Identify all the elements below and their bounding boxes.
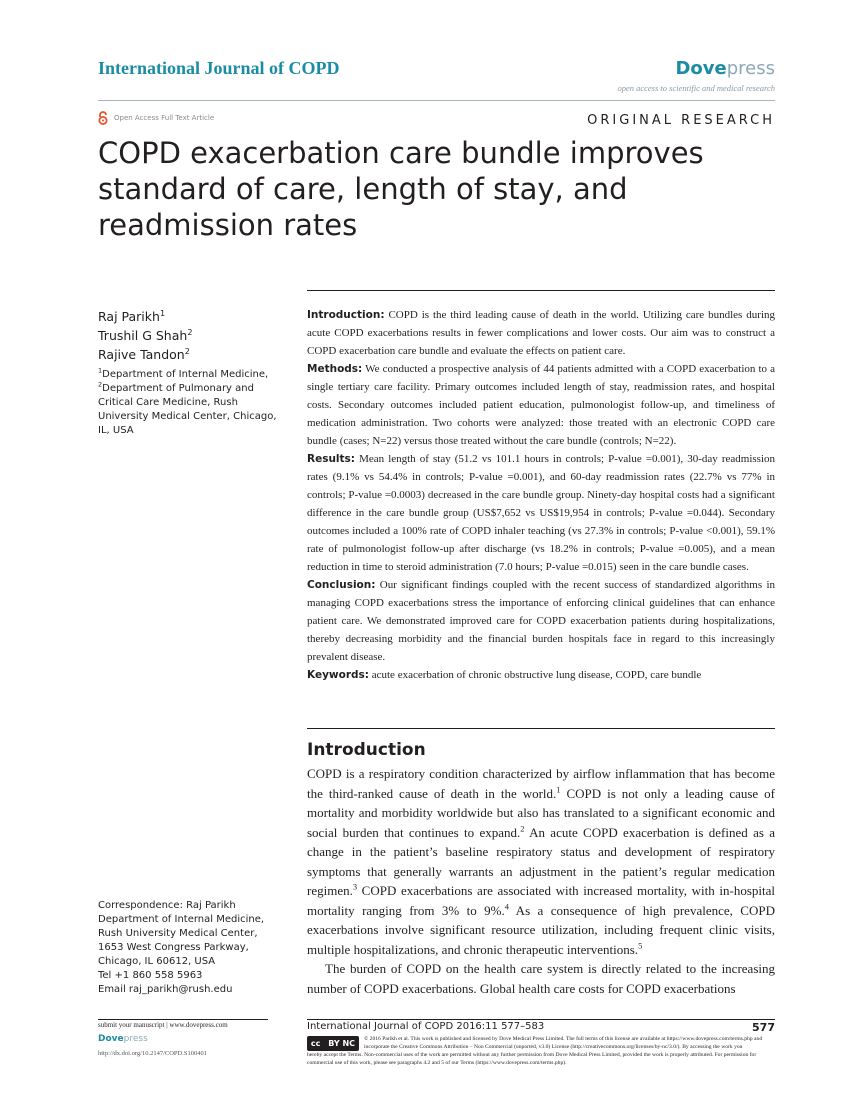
author <box>98 307 193 326</box>
correspondence-email[interactable]: Email raj_parikh@rush.edu <box>98 984 233 995</box>
header-divider <box>98 100 775 101</box>
paragraph <box>307 764 775 959</box>
license-text-continued: hereby accept the Terms. Non-commercial uses of the work are permitted without any further permission from Dove Medical Press Limited, provided the work is properly attributed. For permission for commercial use of this work, please see paragraphs 4.2 and 5 of our Terms (https://www.dovepress.com/terms.php). <box>307 1052 757 1066</box>
introduction-body <box>307 764 775 998</box>
citation-ref[interactable]: 3 <box>352 881 358 892</box>
text-run: An acute COPD exacerbation is defined as a change in the patient’s baseline respiratory status and development of respiratory symptoms that generally warrants an adjustment in the patient’s regular medication regimen. <box>307 824 775 898</box>
article-type: ORIGINAL RESEARCH <box>587 113 775 128</box>
citation-ref[interactable]: 4 <box>504 901 509 912</box>
journal-name: International Journal of COPD <box>98 58 340 78</box>
article-title: COPD exacerbation care bundle improves standard of care, length of stay, and readmission rates <box>98 136 704 242</box>
abstract-label: Methods: <box>307 363 363 375</box>
text-run: COPD is not only a leading cause of mortality and morbidity worldwide but also has translated to a significant economic and social burden that continues to expand. <box>307 785 775 840</box>
paragraph: The burden of COPD on the health care system is directly related to the increasing number of COPD exacerbations. Global health care costs for COPD exacerbations <box>307 961 775 996</box>
creative-commons-badge[interactable] <box>307 1036 359 1051</box>
open-access-lock-icon <box>97 111 109 125</box>
abstract-bottom-rule <box>307 728 775 729</box>
author-affiliation-ref: 1 <box>159 307 166 318</box>
abstract-keywords <box>307 666 775 684</box>
text-run: As a consequence of high prevalence, COPD exacerbations involve significant resource utilization, including frequent clinic visits, multiple hospitalizations, and chronic therapeutic interventions. <box>307 902 775 957</box>
affiliation-1 <box>98 368 283 382</box>
cc-by-nc-icon: BY NC <box>328 1039 356 1048</box>
author-list <box>98 307 193 364</box>
citation-ref[interactable]: 5 <box>638 940 643 951</box>
affiliation-text: Department of Internal Medicine, <box>102 369 269 380</box>
abstract-text: Mean length of stay (51.2 vs 101.1 hours in controls; P-value =0.001), 30-day readmission rates (9.1% vs 54.4% in controls; P-value =0.001), and 60-day readmission rates (22.7% vs 77% in controls; P-value =0.0003) decreased in the care bundle group. Ninety-day hospital costs had a significant difference in the care bundle group (US$7,652 vs US$19,954 in controls; P-value =0.044). Secondary outcomes included a 100% rate of COPD inhaler teaching (vs 27.3% in controls; P-value <0.001), 59.1% rate of pulmonologist follow-up after discharge (vs 18.2% in controls; P-value =0.005), and a mean reduction in time to steroid administration (7.0 hours; P-value =0.015) seen in the care bundle cases. <box>307 453 775 573</box>
abstract-methods <box>307 360 775 450</box>
logo-press: press <box>123 1034 148 1044</box>
author-affiliation-ref: 2 <box>187 326 193 337</box>
author-affiliation-ref: 2 <box>184 345 190 356</box>
journal-citation: International Journal of COPD 2016:11 577–583 <box>307 1021 545 1032</box>
affiliations <box>98 368 283 438</box>
text-run: COPD is a respiratory condition characterized by airflow inflammation that has become the third-ranked cause of death in the world. <box>307 766 775 801</box>
affiliation-marker: 2 <box>98 380 103 389</box>
abstract-label: Introduction: <box>307 309 385 321</box>
abstract-text: COPD is the third leading cause of death in the world. Utilizing care bundles during acute COPD exacerbations results in fewer complications and lower costs. Our aim was to construct a COPD exacerbation care bundle and evaluate the effects on patient care. <box>307 309 775 357</box>
abstract-results <box>307 450 775 576</box>
text-run: COPD exacerbations are associated with increased mortality, with in-hospital mortality ranging from 3% to 9%. <box>307 883 775 918</box>
abstract-conclusion <box>307 576 775 666</box>
citation-ref[interactable]: 1 <box>556 784 561 795</box>
abstract-label: Conclusion: <box>307 579 376 591</box>
author <box>98 326 193 345</box>
author <box>98 345 193 364</box>
abstract-text: We conducted a prospective analysis of 44 patients admitted with a COPD exacerbation to a single tertiary care facility. Primary outcomes included length of stay, readmission rates, and hospital costs. Secondary outcomes included patient education, pulmonologist follow-up, and timeliness of medication administration. Two cohorts were analyzed: those treated with an electronic COPD care bundle (cases; N=22) versus those treated without the care bundle (controls; N=22). <box>307 363 775 447</box>
page-number: 577 <box>752 1021 775 1034</box>
footer-dovepress-logo[interactable] <box>98 1034 148 1044</box>
abstract-text: Our significant findings coupled with the recent success of standardized algorithms in managing COPD exacerbations stress the importance of enforcing clinical guidelines that can enhance patient care. We demonstrated improved care for COPD exacerbation patients during hospitalizations, thereby decreasing morbidity and the financial burden hospitals face in regard to this increasingly prevalent disease. <box>307 579 775 663</box>
correspondence-label: Correspondence: Raj Parikh <box>98 900 236 911</box>
affiliation-text: Department of Pulmonary and Critical Care Medicine, Rush University Medical Center, Chicago, IL, USA <box>98 383 277 436</box>
author-name: Trushil G Shah <box>98 328 188 343</box>
open-access-label: Open Access Full Text Article <box>114 114 215 122</box>
abstract-introduction <box>307 306 775 360</box>
correspondence-tel: Tel +1 860 558 5963 <box>98 970 203 981</box>
footer-left-rule <box>98 1019 268 1020</box>
citation-ref[interactable]: 2 <box>520 823 525 834</box>
footer-right-rule <box>307 1019 775 1020</box>
doi-link[interactable]: http://dx.doi.org/10.2147/COPD.S100401 <box>98 1050 207 1057</box>
abstract-label: Results: <box>307 453 355 465</box>
affiliation-marker: 1 <box>98 366 103 375</box>
abstract <box>307 306 775 684</box>
author-name: Raj Parikh <box>98 309 160 324</box>
dovepress-logo[interactable] <box>675 58 775 79</box>
section-heading-introduction: Introduction <box>307 740 426 760</box>
logo-dove: Dove <box>675 58 727 79</box>
logo-dove: Dove <box>98 1034 124 1044</box>
submit-manuscript-link[interactable]: submit your manuscript | www.dovepress.com <box>98 1021 228 1029</box>
abstract-text: acute exacerbation of chronic obstructive lung disease, COPD, care bundle <box>371 669 702 681</box>
correspondence-address: Department of Internal Medicine, Rush University Medical Center, 1653 West Congress Parkway, Chicago, IL 60612, USA <box>98 914 265 967</box>
publisher-tagline: open access to scientific and medical research <box>617 83 775 93</box>
correspondence <box>98 899 283 997</box>
abstract-top-rule <box>307 290 775 291</box>
abstract-label: Keywords: <box>307 669 369 681</box>
logo-press: press <box>726 58 775 79</box>
affiliation-2 <box>98 382 283 438</box>
cc-icon: cc <box>310 1039 321 1048</box>
license-text: © 2016 Parikh et al. This work is published and licensed by Dove Medical Press Limited. The full terms of this license are available at https://www.dovepress.com/terms.php and incorporate the Creative Commons Attribution – Non Commercial (unported, v3.0) License (http://creativecommons.org/licenses/by-nc/3.0/). By accessing the work you <box>364 1036 763 1050</box>
author-name: Rajive Tandon <box>98 347 185 362</box>
